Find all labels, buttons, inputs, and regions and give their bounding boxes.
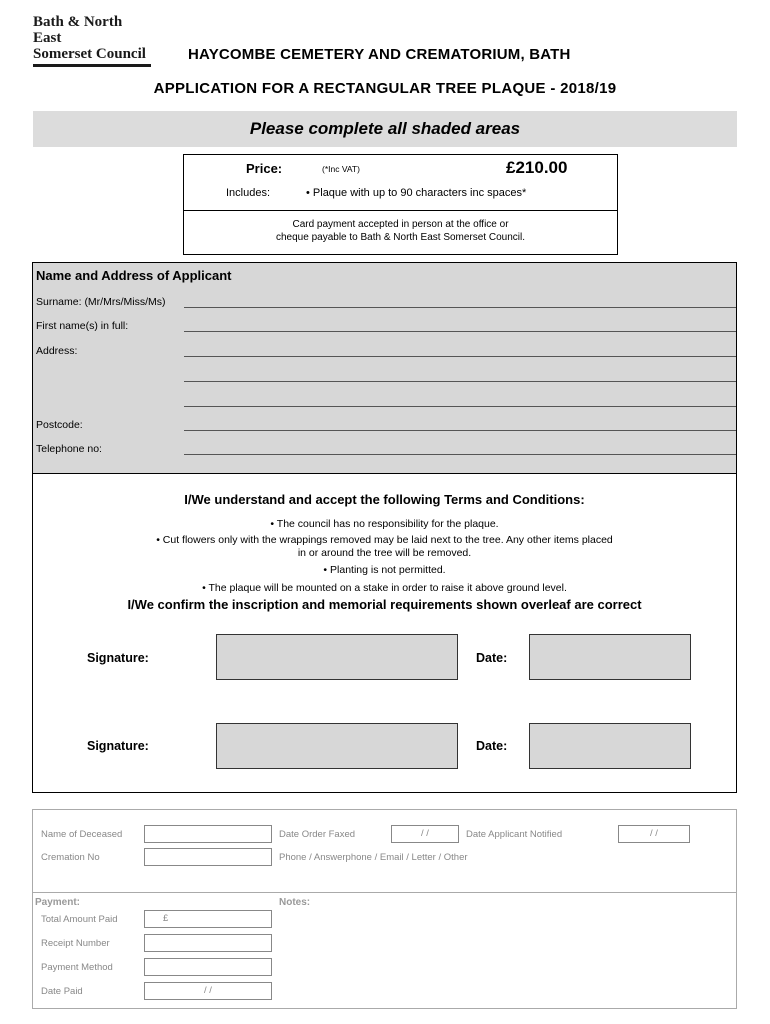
receipt-number-field[interactable] xyxy=(144,934,272,952)
payment-line-1: Card payment accepted in person at the office or xyxy=(292,219,509,230)
payment-line-2: cheque payable to Bath & North East Somerset Council. xyxy=(275,232,526,243)
total-paid-field[interactable]: £ xyxy=(144,910,272,928)
address-label: Address: xyxy=(36,345,78,357)
logo-line-1: Bath & North East xyxy=(33,14,123,46)
date-paid-field[interactable]: / / xyxy=(144,982,272,1000)
date-order-faxed-field[interactable]: / / xyxy=(391,825,459,843)
signature-label-1: Signature: xyxy=(87,651,149,665)
date-label-2: Date: xyxy=(476,739,508,753)
first-names-field[interactable] xyxy=(184,331,736,332)
instruction-text: Please complete all shaded areas xyxy=(249,119,521,138)
office-divider xyxy=(33,892,736,893)
date-notified-label: Date Applicant Notified xyxy=(466,829,563,840)
date-box-2[interactable] xyxy=(529,723,691,769)
vat-note: (*Inc VAT) xyxy=(322,164,360,174)
address-field-2[interactable] xyxy=(184,381,736,382)
price-label: Price: xyxy=(246,161,283,176)
date-order-faxed-label: Date Order Faxed xyxy=(279,829,356,840)
date-box-1[interactable] xyxy=(529,634,691,680)
total-paid-label: Total Amount Paid xyxy=(41,914,118,925)
signature-label-2: Signature: xyxy=(87,739,149,753)
telephone-label: Telephone no: xyxy=(36,443,102,455)
receipt-number-label: Receipt Number xyxy=(41,938,110,949)
surname-label: Surname: (Mr/Mrs/Miss/Ms) xyxy=(36,296,166,308)
logo-line-2: Somerset Council xyxy=(33,46,146,62)
payment-heading: Payment: xyxy=(35,897,81,908)
payment-method-field[interactable] xyxy=(144,958,272,976)
page-title: HAYCOMBE CEMETERY AND CREMATORIUM, BATH xyxy=(188,46,571,63)
telephone-field[interactable] xyxy=(184,454,736,455)
address-field-1[interactable] xyxy=(184,356,736,357)
terms-heading: I/We understand and accept the following Terms and Conditions: xyxy=(184,492,585,507)
applicant-heading: Name and Address of Applicant xyxy=(36,268,232,283)
logo-underline xyxy=(33,64,151,67)
term-2b: in or around the tree will be removed. xyxy=(297,547,472,559)
includes-label: Includes: xyxy=(226,187,271,199)
applicant-section xyxy=(32,262,737,474)
confirm-statement: I/We confirm the inscription and memorial requirements shown overleaf are correct xyxy=(127,597,642,612)
contact-methods: Phone / Answerphone / Email / Letter / Other xyxy=(279,852,468,863)
price-amount: £210.00 xyxy=(506,158,568,177)
postcode-label: Postcode: xyxy=(36,419,83,431)
form-title: APPLICATION FOR A RECTANGULAR TREE PLAQUE - 2018/19 xyxy=(153,80,617,97)
first-names-label: First name(s) in full: xyxy=(36,320,129,332)
terms-section xyxy=(32,474,737,793)
office-use-section xyxy=(32,809,737,1009)
price-divider xyxy=(184,210,617,211)
date-notified-field[interactable]: / / xyxy=(618,825,690,843)
cremation-no-field[interactable] xyxy=(144,848,272,866)
instruction-band xyxy=(33,111,737,147)
address-field-3[interactable] xyxy=(184,406,736,407)
term-1: • The council has no responsibility for the plaque. xyxy=(270,518,499,530)
term-2a: • Cut flowers only with the wrappings removed may be laid next to the tree. Any other items placed xyxy=(156,534,613,546)
notes-heading: Notes: xyxy=(279,897,311,908)
deceased-field[interactable] xyxy=(144,825,272,843)
signature-box-2[interactable] xyxy=(216,723,458,769)
deceased-label: Name of Deceased xyxy=(41,829,123,840)
cremation-no-label: Cremation No xyxy=(41,852,100,863)
term-4: • The plaque will be mounted on a stake in order to raise it above ground level. xyxy=(202,582,567,594)
date-label-1: Date: xyxy=(476,651,508,665)
council-logo xyxy=(33,14,151,69)
postcode-field[interactable] xyxy=(184,430,736,431)
payment-method-label: Payment Method xyxy=(41,962,113,973)
includes-item: • Plaque with up to 90 characters inc spaces* xyxy=(306,187,527,199)
signature-box-1[interactable] xyxy=(216,634,458,680)
surname-field[interactable] xyxy=(184,307,736,308)
term-3: • Planting is not permitted. xyxy=(323,564,446,576)
date-paid-label: Date Paid xyxy=(41,986,83,997)
price-box xyxy=(183,154,618,255)
